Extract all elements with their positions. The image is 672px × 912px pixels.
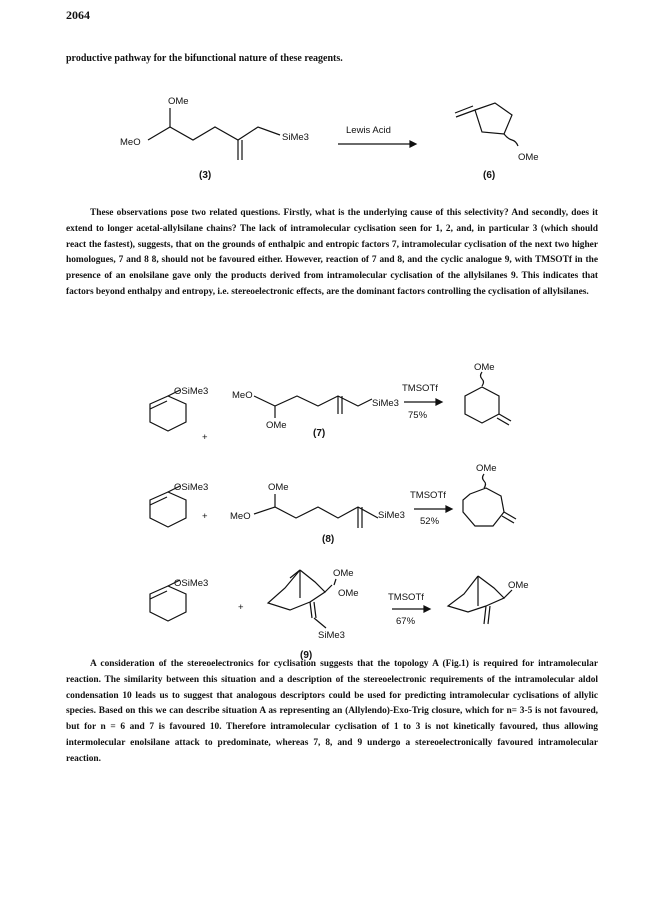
- s2-ome: OMe: [266, 420, 287, 431]
- s2-enol-label: OSiMe3: [174, 386, 209, 397]
- s1-wavy-bond: [504, 134, 518, 146]
- scheme-2: [150, 362, 511, 443]
- s1-sime3-label: SiMe3: [282, 132, 309, 143]
- paragraph-2: A consideration of the stereoelectronics for cyclisation suggests that the topology A (Fig.1) is required for intramolecular reaction. The similarity between this situation and a description of the stereoelectronic requirements of the intramolecular aldol condensation 10 leads us to suggest that analogous descriptors could be used for predicting intramolecular cyclisations of allylic species. Based on this we can describe situation A as representing an (Allylendo)-Exo-Trig closure, which for n= 3-5 is not favoured, but for n = 6 and 7 is favoured 10. Therefore intramolecular cyclisation of 1 to 3 is not kinetically favoured, thus allowing intermolecular enolsilane attack to predominate, whereas 7, 8, and 9 undergo a stereoelectronically favoured intramolecular reaction.: [66, 659, 598, 764]
- scheme-1: [120, 96, 539, 181]
- s1-arrow-label: Lewis Acid: [346, 125, 391, 136]
- scheme-3: [150, 463, 516, 545]
- intro-line: productive pathway for the bifunctional nature of these reagents.: [66, 53, 343, 64]
- compound-3-label: (3): [199, 170, 212, 181]
- s3-yield: 52%: [420, 516, 440, 527]
- s3-enol-label: OSiMe3: [174, 482, 209, 493]
- s4-enol-ring: [150, 586, 186, 621]
- s1-chain: [148, 127, 280, 140]
- s3-product-ome: OMe: [476, 463, 497, 474]
- s1-meo-label: MeO: [120, 137, 141, 148]
- s4-yield: 67%: [396, 616, 416, 627]
- s3-meo: MeO: [230, 511, 251, 522]
- s1-ome-label: OMe: [168, 96, 189, 107]
- s3-plus: +: [202, 511, 208, 522]
- s2-enol-ring: [150, 396, 186, 431]
- s3-enol-ring: [150, 492, 186, 527]
- s1-arrowhead: [410, 141, 416, 147]
- s3-product-ring: [463, 488, 504, 526]
- page-number: 2064: [66, 8, 90, 22]
- s2-sime3: SiMe3: [372, 398, 399, 409]
- s3-sime3: SiMe3: [378, 510, 405, 521]
- s4-plus: +: [238, 602, 244, 613]
- s4-product-ome: OMe: [508, 580, 529, 591]
- s4-sime3: SiMe3: [318, 630, 345, 641]
- s3-reagent: TMSOTf: [410, 490, 446, 501]
- s1-product-ring: [475, 103, 512, 134]
- s2-meo: MeO: [232, 390, 253, 401]
- s2-yield: 75%: [408, 410, 428, 421]
- s2-product-ring: [465, 387, 499, 423]
- s2-reagent: TMSOTf: [402, 383, 438, 394]
- s3-ome: OMe: [268, 482, 289, 493]
- compound-8-label: (8): [322, 534, 335, 545]
- compound-7-label: (7): [313, 428, 326, 439]
- paragraph-1: These observations pose two related questions. Firstly, what is the underlying cause of this selectivity? And secondly, does it extend to longer acetal-allylsilane chains? The lack of intramolecular cyclisation seen for 1, 2, and, in particular 3 (which should react the fastest), suggests, that on the grounds of enthalpic and entropic factors 7, intramolecular cyclisation of the next two higher homologues, 7 and 8 8, should not be favoured either. However, reaction of 7 and 8, and the cyclic analogue 9, with TMSOTf in the presence of an enolsilane gave only the products derived from intramolecular cyclisation of the allylsilanes 9. This indicates that factors beyond enthalpy and entropy, i.e. stereoelectronic effects, are the dominant factors controlling the cyclisation of allylsilanes.: [66, 208, 598, 297]
- s4-ome-top: OMe: [333, 568, 354, 579]
- s2-plus: +: [202, 432, 208, 443]
- scheme-4: [150, 568, 529, 661]
- s2-product-ome: OMe: [474, 362, 495, 373]
- s4-enol-label: OSiMe3: [174, 578, 209, 589]
- s4-reagent: TMSOTf: [388, 592, 424, 603]
- s1-product-ome: OMe: [518, 152, 539, 163]
- compound-9-label: (9): [300, 650, 313, 661]
- compound-6-label: (6): [483, 170, 496, 181]
- s4-ome-right: OMe: [338, 588, 359, 599]
